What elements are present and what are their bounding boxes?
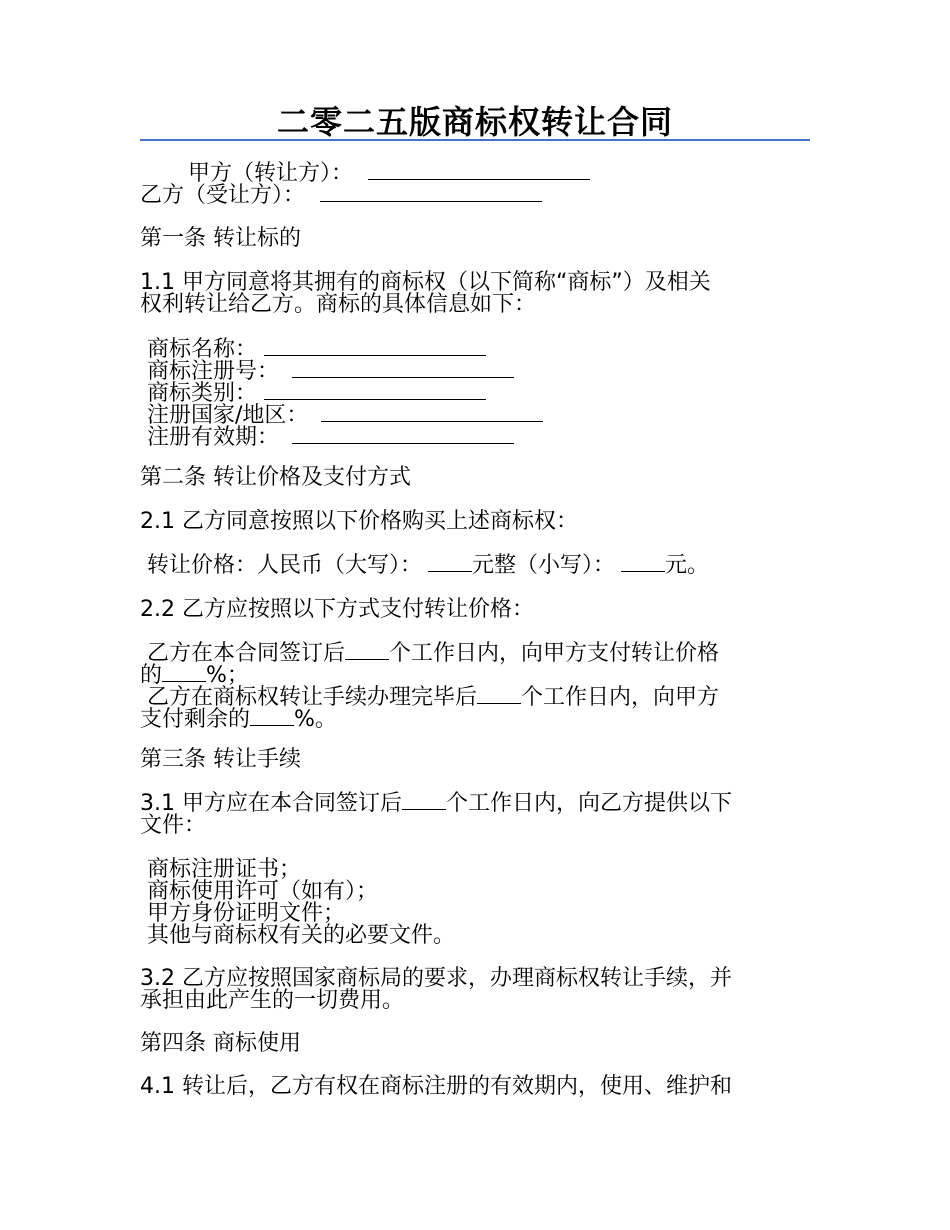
payment-2-days-blank [477, 703, 521, 704]
document-item-3: 甲方身份证明文件； [147, 901, 346, 926]
party-a-label: 甲方（转让方）： [188, 161, 354, 186]
trademark-name-label: 商标名称： [147, 337, 258, 362]
trademark-validity-blank [292, 443, 514, 444]
trademark-class-blank [264, 399, 486, 400]
clause-3-1-line-2: 文件： [140, 813, 207, 838]
payment-1-text-b: 个工作日内，向甲方支付转让价格 [389, 641, 720, 666]
clause-4-1-line-1: 4.1 转让后，乙方有权在商标注册的有效期内，使用、维护和 [140, 1074, 732, 1099]
price-line [147, 555, 709, 577]
party-a-blank [368, 179, 590, 180]
clause-3-2-line-2: 承担由此产生的一切费用。 [140, 988, 405, 1013]
clause-3-2-line-1: 3.2 乙方应按照国家商标局的要求，办理商标权转让手续，并 [140, 966, 732, 991]
trademark-validity-label: 注册有效期： [147, 425, 280, 450]
clause-2-2: 2.2 乙方应按照以下方式支付转让价格： [140, 597, 534, 622]
trademark-validity-line [147, 427, 514, 449]
payment-1-text-c: 的 [140, 663, 163, 688]
payment-1-percent-blank [162, 681, 206, 682]
clause-1-1-line-2: 权利转让给乙方。商标的具体信息如下： [140, 292, 537, 317]
party-b-label: 乙方（受让方）： [140, 183, 306, 208]
article-2-heading: 第二条 转让价格及支付方式 [140, 465, 411, 490]
clause-3-1-text-b: 个工作日内，向乙方提供以下 [445, 791, 732, 816]
payment-1-days-blank [345, 659, 389, 660]
trademark-country-line [147, 405, 543, 427]
payment-1-text-d: %； [206, 663, 249, 688]
party-b-line [140, 185, 542, 207]
trademark-reg-no-line [147, 361, 514, 383]
payment-1-line-2 [140, 665, 249, 687]
clause-3-1-days-blank [402, 809, 446, 810]
trademark-name-line [147, 339, 486, 361]
trademark-reg-no-blank [292, 377, 514, 378]
article-4-heading: 第四条 商标使用 [140, 1031, 301, 1056]
price-number-blank [621, 571, 665, 572]
payment-2-line-1 [147, 687, 719, 709]
party-b-blank [320, 201, 542, 202]
document-title: 二零二五版商标权转让合同 [276, 103, 673, 141]
payment-2-line-2 [140, 709, 337, 731]
document-item-4: 其他与商标权有关的必要文件。 [147, 923, 456, 948]
payment-2-text-d: %。 [294, 707, 337, 732]
trademark-country-blank [321, 421, 543, 422]
price-capital-blank [428, 571, 472, 572]
payment-2-text-b: 个工作日内，向甲方 [521, 685, 720, 710]
document-item-2: 商标使用许可（如有）； [147, 879, 379, 904]
trademark-class-label: 商标类别： [147, 381, 258, 406]
clause-3-1-line-1 [140, 793, 732, 815]
document-item-1: 商标注册证书； [147, 857, 302, 882]
price-label-b: 元整（小写）： [472, 553, 616, 578]
trademark-name-blank [264, 355, 486, 356]
clause-2-1: 2.1 乙方同意按照以下价格购买上述商标权： [140, 509, 578, 534]
party-a-line [188, 163, 590, 185]
title-underline [140, 139, 810, 141]
clause-3-1-text-a: 3.1 甲方应在本合同签订后 [140, 791, 402, 816]
clause-1-1-line-1: 1.1 甲方同意将其拥有的商标权（以下简称“商标”）及相关 [140, 270, 711, 295]
payment-2-percent-blank [250, 725, 294, 726]
price-label-a: 转让价格：人民币（大写）： [147, 553, 423, 578]
trademark-class-line [147, 383, 486, 405]
price-label-c: 元。 [665, 553, 710, 578]
article-1-heading: 第一条 转让标的 [140, 226, 301, 251]
article-3-heading: 第三条 转让手续 [140, 747, 301, 772]
payment-1-line-1 [147, 643, 719, 665]
trademark-country-label: 注册国家/地区： [147, 403, 309, 428]
payment-2-text-c: 支付剩余的 [140, 707, 251, 732]
payment-2-text-a: 乙方在商标权转让手续办理完毕后 [147, 685, 478, 710]
payment-1-text-a: 乙方在本合同签订后 [147, 641, 346, 666]
trademark-reg-no-label: 商标注册号： [147, 359, 280, 384]
